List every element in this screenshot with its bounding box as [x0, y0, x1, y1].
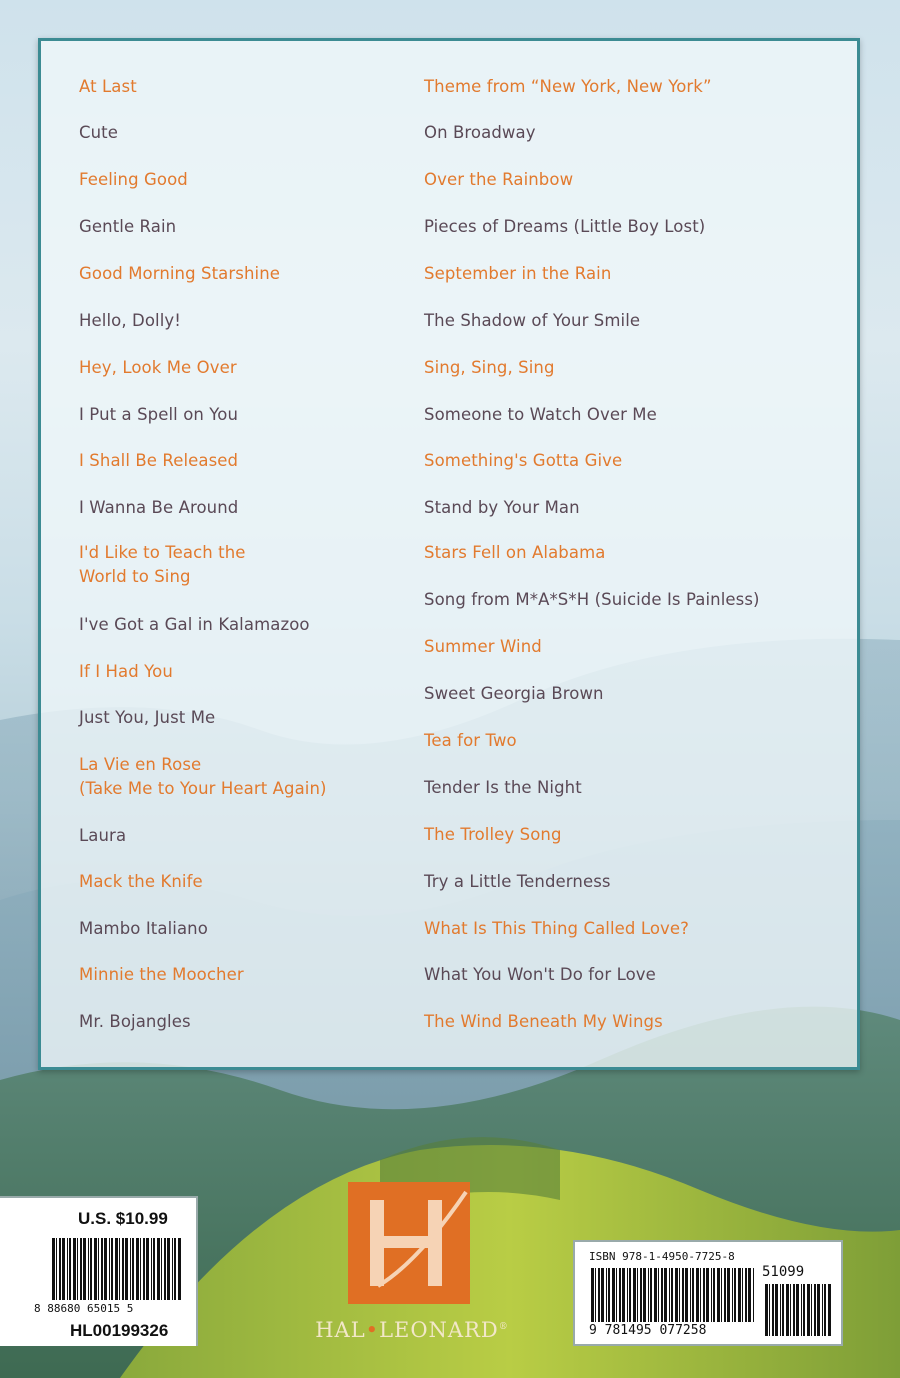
song-title — [79, 168, 188, 192]
barcode-bar — [601, 1268, 604, 1322]
upc-barcode-label — [0, 1196, 198, 1346]
barcode-bar — [627, 1268, 628, 1322]
song-title: Sing, Sing, Sing — [424, 358, 555, 377]
barcode-bar — [717, 1268, 720, 1322]
song-title — [79, 215, 176, 239]
barcode-bar — [111, 1238, 113, 1300]
song-title: Theme from “New York, New York” — [424, 77, 712, 96]
barcode-bar — [753, 1268, 754, 1322]
song-title — [79, 75, 137, 99]
barcode-bar — [782, 1284, 784, 1336]
barcode-bar — [83, 1238, 86, 1300]
song-title — [79, 541, 246, 589]
barcode-bar — [122, 1238, 124, 1300]
barcode-bar — [690, 1268, 691, 1322]
song-title — [79, 963, 244, 987]
barcode-bar — [742, 1268, 743, 1322]
song-title: Sweet Georgia Brown — [424, 684, 604, 703]
song-title — [79, 1010, 191, 1034]
song-title: What You Won't Do for Love — [424, 965, 656, 984]
barcode-bar — [172, 1238, 173, 1300]
barcode-bar — [650, 1268, 652, 1322]
barcode-bar — [711, 1268, 712, 1322]
barcode-bar — [790, 1284, 791, 1336]
song-title — [79, 262, 280, 286]
barcode-bar — [62, 1238, 65, 1300]
barcode-bar — [612, 1268, 615, 1322]
barcode-bar — [119, 1238, 120, 1300]
barcode-bar — [734, 1268, 736, 1322]
barcode-bar — [109, 1238, 110, 1300]
song-title: The Trolley Song — [424, 825, 562, 844]
song-title-line: Hey, Look Me Over — [79, 358, 237, 377]
barcode-bar — [814, 1284, 816, 1336]
barcode-bar — [140, 1238, 141, 1300]
song-title: The Shadow of Your Smile — [424, 311, 641, 330]
barcode-bar — [732, 1268, 733, 1322]
song-title: Tender Is the Night — [424, 778, 582, 797]
song-title-line: I Put a Spell on You — [79, 405, 239, 424]
price-barcode-icon — [763, 1284, 835, 1336]
song-title — [79, 613, 310, 637]
barcode-bar — [745, 1268, 747, 1322]
barcode-bar — [738, 1268, 741, 1322]
isbn-price-code: 51099 — [762, 1264, 805, 1280]
barcode-bar — [130, 1238, 131, 1300]
barcode-bar — [633, 1268, 636, 1322]
barcode-bar — [658, 1268, 659, 1322]
barcode-bar — [824, 1284, 826, 1336]
barcode-bar — [724, 1268, 726, 1322]
barcode-bar — [780, 1284, 781, 1336]
song-title — [79, 706, 215, 730]
upc-barcode-icon — [50, 1238, 182, 1300]
barcode-bar — [661, 1268, 663, 1322]
barcode-bar — [772, 1284, 774, 1336]
barcode-bar — [706, 1268, 709, 1322]
barcode-bar — [94, 1238, 97, 1300]
song-title — [79, 660, 173, 684]
barcode-bar — [153, 1238, 155, 1300]
barcode-bar — [801, 1284, 802, 1336]
song-title: Pieces of Dreams (Little Boy Lost) — [424, 217, 706, 236]
song-title — [79, 496, 238, 520]
barcode-bar — [640, 1268, 642, 1322]
barcode-bar — [619, 1268, 621, 1322]
song-title-line: I Wanna Be Around — [79, 498, 239, 517]
barcode-bar — [56, 1238, 57, 1300]
barcode-bar — [178, 1238, 181, 1300]
barcode-bar — [817, 1284, 820, 1336]
barcode-bar — [700, 1268, 701, 1322]
product-code: HL00199326 — [70, 1321, 169, 1340]
song-title-line: Mr. Bojangles — [79, 1012, 191, 1031]
isbn-digits: 9 781495 077258 — [589, 1323, 707, 1338]
barcode-bar — [595, 1268, 596, 1322]
logo-mark-icon — [348, 1182, 470, 1304]
song-title-line: Cute — [79, 123, 118, 142]
barcode-bar — [703, 1268, 705, 1322]
barcode-bar — [77, 1238, 78, 1300]
barcode-bar — [52, 1238, 55, 1300]
song-title: Stars Fell on Alabama — [424, 543, 606, 562]
barcode-bar — [606, 1268, 607, 1322]
brand-dot: • — [365, 1318, 380, 1342]
song-title: Summer Wind — [424, 637, 542, 656]
barcode-bar — [174, 1238, 176, 1300]
song-title-line: La Vie en Rose — [79, 755, 202, 774]
song-title-line: Just You, Just Me — [79, 708, 216, 727]
song-title — [79, 309, 181, 333]
brand-name — [282, 1318, 542, 1342]
barcode-bar — [161, 1238, 162, 1300]
barcode-bar — [796, 1284, 799, 1336]
barcode-bar — [167, 1238, 170, 1300]
song-list-panel — [38, 38, 860, 1070]
barcode-bar — [101, 1238, 103, 1300]
song-title — [79, 403, 238, 427]
song-title — [79, 753, 327, 801]
price: U.S. $10.99 — [78, 1209, 168, 1228]
barcode-bar — [164, 1238, 166, 1300]
barcode-bar — [104, 1238, 107, 1300]
brand-left: HAL — [315, 1318, 366, 1342]
barcode-bar — [671, 1268, 673, 1322]
song-title-line: Hello, Dolly! — [79, 311, 181, 330]
song-title-line: If I Had You — [79, 662, 173, 681]
barcode-bar — [664, 1268, 667, 1322]
isbn-barcode-label — [573, 1240, 843, 1346]
song-title-line: Mambo Italiano — [79, 919, 208, 938]
song-title: September in the Rain — [424, 264, 612, 283]
song-title: Stand by Your Man — [424, 498, 580, 517]
barcode-bar — [136, 1238, 139, 1300]
barcode-bar — [69, 1238, 71, 1300]
barcode-bar — [696, 1268, 699, 1322]
song-title-line: Good Morning Starshine — [79, 264, 281, 283]
barcode-bar — [59, 1238, 61, 1300]
barcode-bar — [775, 1284, 778, 1336]
song-title: Song from M*A*S*H (Suicide Is Painless) — [424, 590, 760, 609]
barcode-bar — [616, 1268, 617, 1322]
song-title — [79, 449, 238, 473]
song-title: Try a Little Tenderness — [424, 872, 611, 891]
barcode-bar — [73, 1238, 76, 1300]
song-title: Over the Rainbow — [424, 170, 574, 189]
barcode-bar — [80, 1238, 82, 1300]
barcode-bar — [654, 1268, 657, 1322]
song-title-line: I've Got a Gal in Kalamazoo — [79, 615, 310, 634]
song-title — [79, 824, 126, 848]
barcode-bar — [769, 1284, 770, 1336]
song-title-line: I'd Like to Teach the — [79, 543, 246, 562]
song-title: Tea for Two — [424, 731, 517, 750]
barcode-bar — [822, 1284, 823, 1336]
barcode-bar — [146, 1238, 149, 1300]
isbn-number: ISBN 978-1-4950-7725-8 — [589, 1250, 735, 1263]
song-title: The Wind Beneath My Wings — [424, 1012, 663, 1031]
barcode-bar — [90, 1238, 92, 1300]
barcode-bar — [675, 1268, 678, 1322]
song-title — [79, 121, 118, 145]
barcode-bar — [591, 1268, 594, 1322]
barcode-bar — [151, 1238, 152, 1300]
song-title — [79, 870, 203, 894]
barcode-bar — [608, 1268, 610, 1322]
isbn-barcode-icon — [589, 1268, 757, 1322]
barcode-bar — [807, 1284, 810, 1336]
barcode-bar — [637, 1268, 638, 1322]
barcode-bar — [143, 1238, 145, 1300]
barcode-bar — [713, 1268, 715, 1322]
barcode-bar — [629, 1268, 631, 1322]
song-title-line: Laura — [79, 826, 127, 845]
song-title — [79, 917, 208, 941]
song-title-line: Gentle Rain — [79, 217, 177, 236]
barcode-bar — [648, 1268, 649, 1322]
barcode-bar — [692, 1268, 694, 1322]
song-title — [79, 356, 237, 380]
barcode-bar — [727, 1268, 730, 1322]
barcode-bar — [803, 1284, 805, 1336]
song-title: Something's Gotta Give — [424, 451, 623, 470]
barcode-bar — [622, 1268, 625, 1322]
hal-leonard-logo-icon — [348, 1182, 470, 1304]
barcode-bar — [67, 1238, 68, 1300]
barcode-bar — [125, 1238, 128, 1300]
song-title-line: (Take Me to Your Heart Again) — [79, 779, 327, 798]
barcode-bar — [721, 1268, 722, 1322]
barcode-bar — [598, 1268, 600, 1322]
song-title-line: Minnie the Moocher — [79, 965, 244, 984]
song-title-line: Mack the Knife — [79, 872, 203, 891]
barcode-bar — [669, 1268, 670, 1322]
barcode-bar — [98, 1238, 99, 1300]
song-title: On Broadway — [424, 123, 536, 142]
barcode-bar — [786, 1284, 789, 1336]
barcode-bar — [132, 1238, 134, 1300]
barcode-bar — [793, 1284, 795, 1336]
song-title-line: I Shall Be Released — [79, 451, 239, 470]
barcode-bar — [765, 1284, 768, 1336]
brand-right: LEONARD — [379, 1318, 499, 1342]
barcode-bar — [685, 1268, 688, 1322]
barcode-bar — [682, 1268, 684, 1322]
barcode-bar — [157, 1238, 160, 1300]
barcode-bar — [643, 1268, 646, 1322]
barcode-bar — [115, 1238, 118, 1300]
barcode-bar — [811, 1284, 812, 1336]
barcode-bar — [748, 1268, 751, 1322]
barcode-bar — [828, 1284, 831, 1336]
song-title: Someone to Watch Over Me — [424, 405, 657, 424]
barcode-bar — [88, 1238, 89, 1300]
barcode-bar — [679, 1268, 680, 1322]
song-title-line: World to Sing — [79, 567, 191, 586]
song-title-line: Feeling Good — [79, 170, 188, 189]
song-title-line: At Last — [79, 77, 137, 96]
upc-digits: 8 88680 65015 5 — [34, 1302, 134, 1315]
registered-mark: ® — [498, 1322, 509, 1332]
song-title: What Is This Thing Called Love? — [424, 919, 690, 938]
